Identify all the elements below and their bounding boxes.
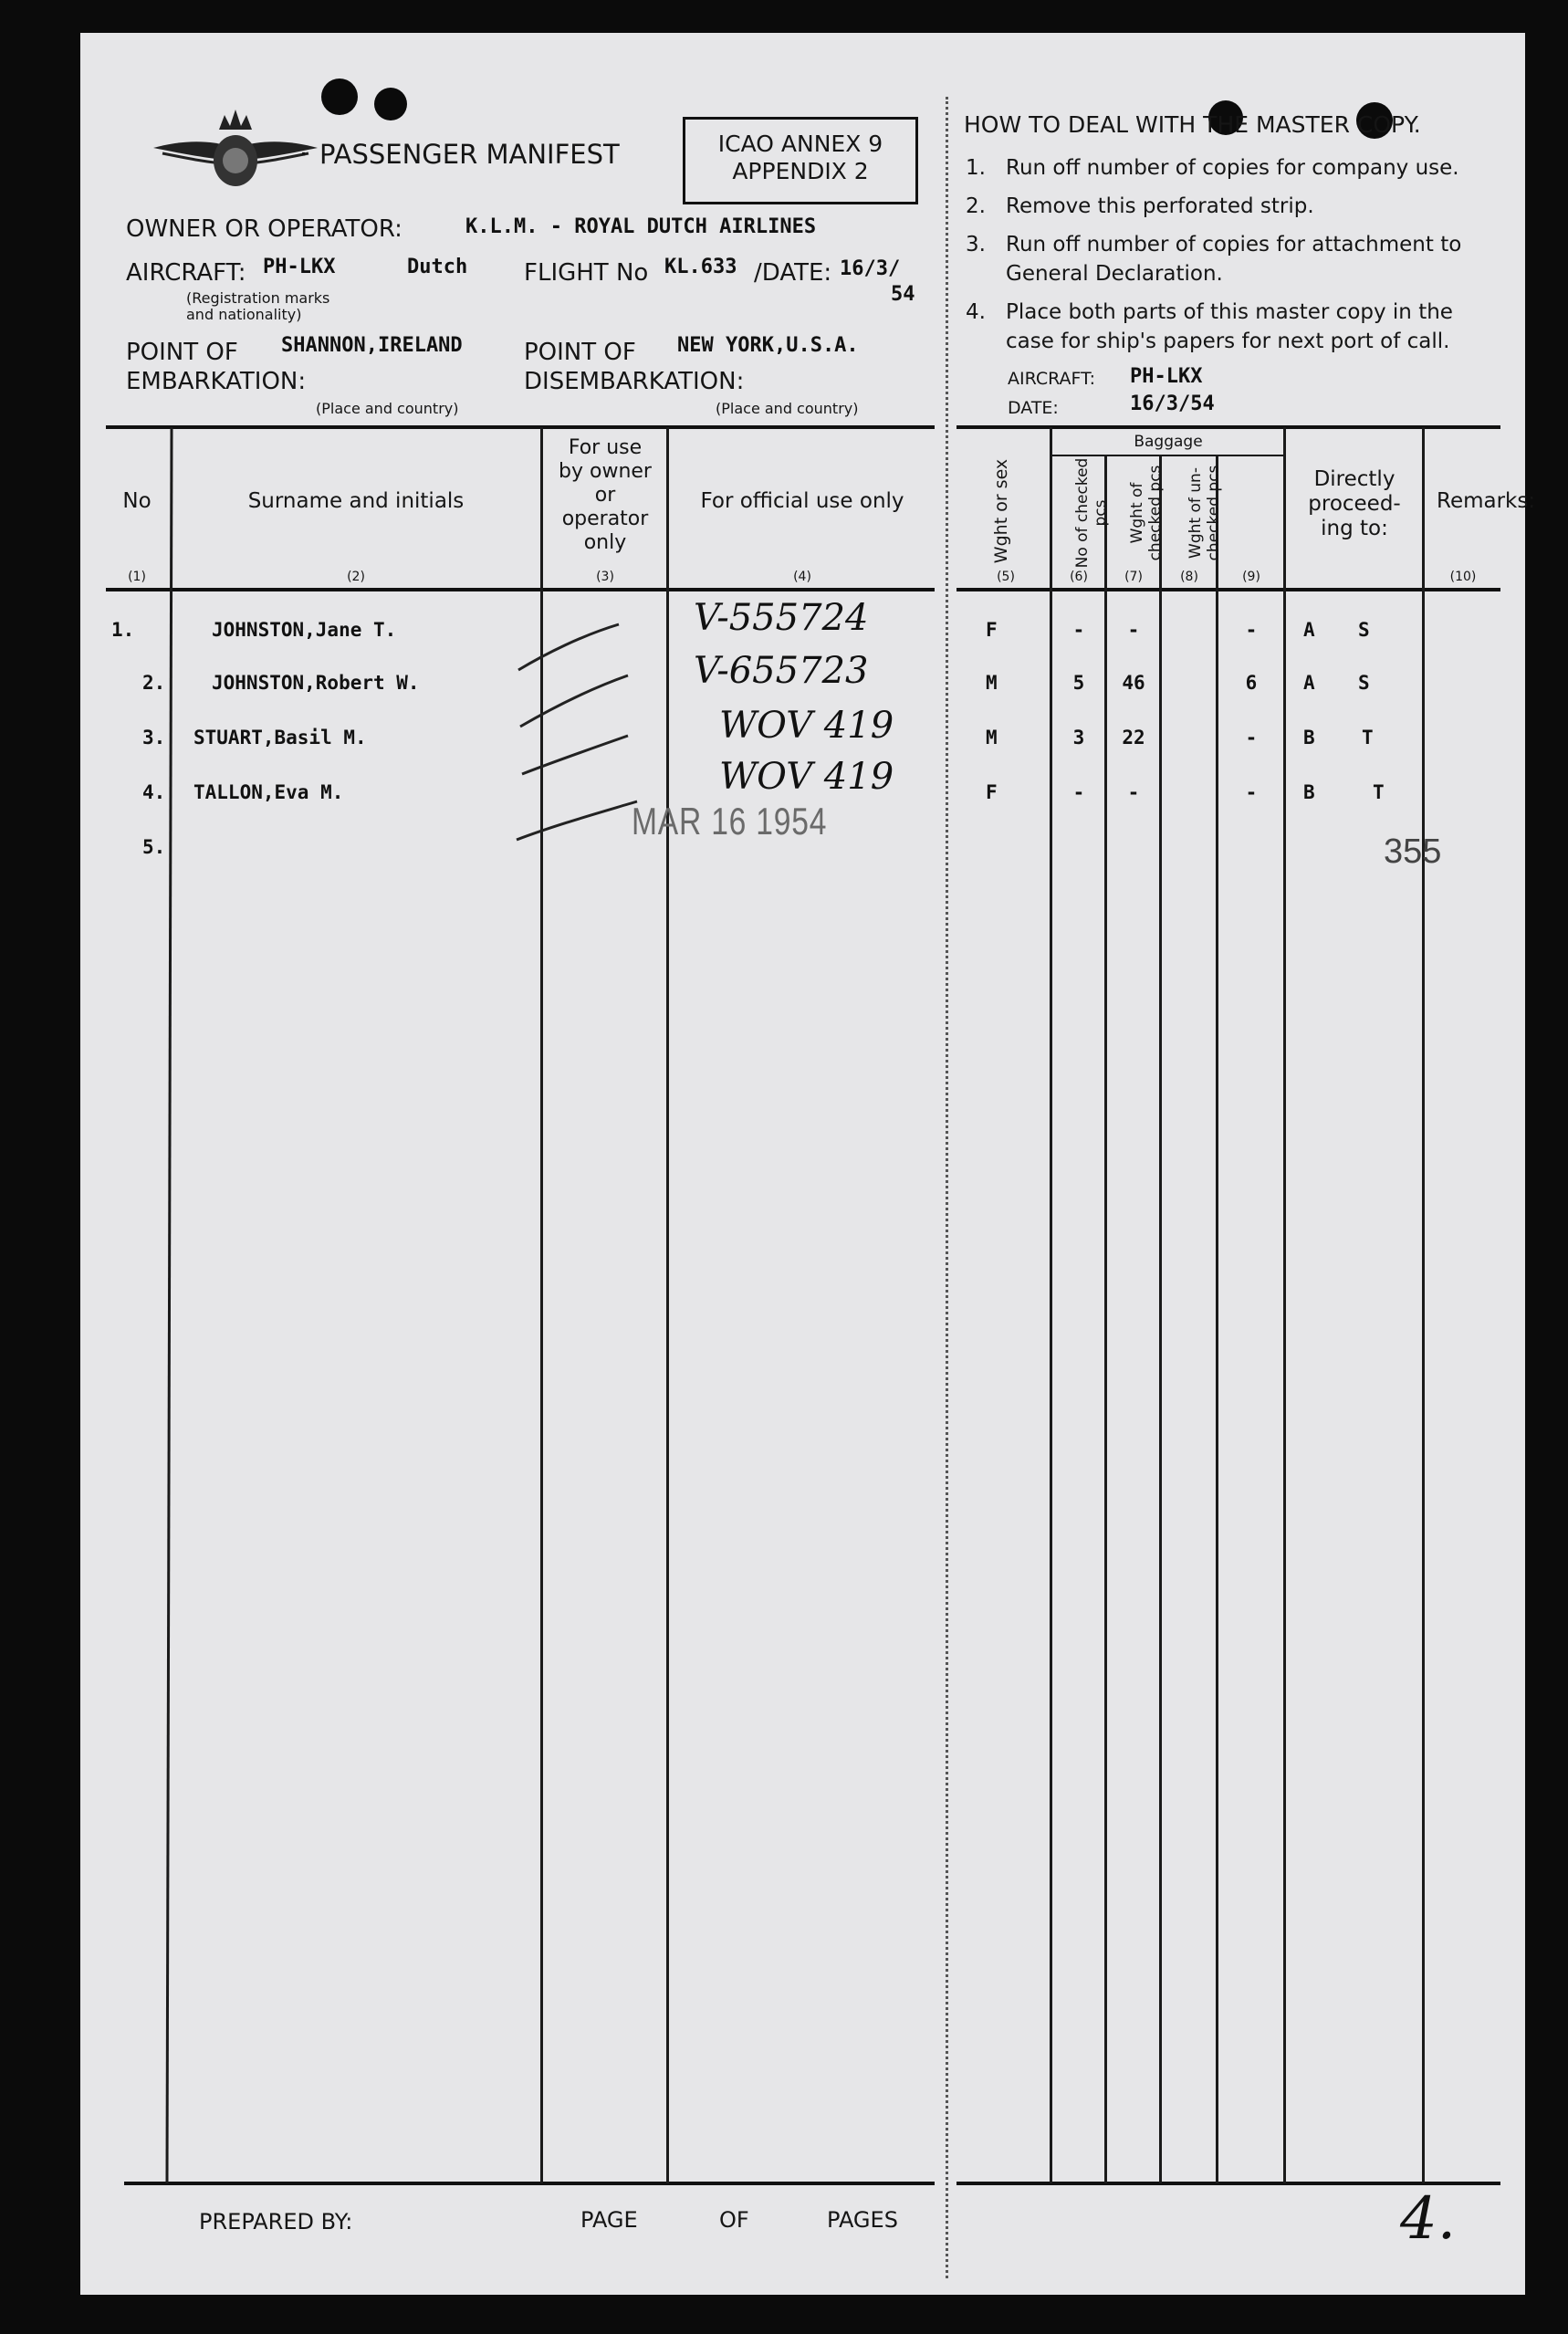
- row-dest: B: [1303, 781, 1315, 803]
- row-unchk: -: [1245, 619, 1258, 641]
- footer-rule: [124, 2182, 935, 2185]
- header-directly-line: proceed-: [1308, 492, 1401, 516]
- bullet-dot: ·: [299, 139, 308, 170]
- page-label: PAGE: [580, 2207, 638, 2233]
- row-name: JOHNSTON,Jane T.: [212, 619, 397, 641]
- flight-label: FLIGHT No: [524, 259, 649, 287]
- column-rule: [1283, 427, 1286, 2183]
- row-official: V-555724: [694, 597, 869, 639]
- col-number: (5): [997, 570, 1015, 584]
- header-official: For official use only: [700, 489, 904, 513]
- header-rule: [956, 588, 1500, 591]
- row-pcs: 3: [1072, 727, 1085, 748]
- instruction-num: 4.: [966, 300, 986, 324]
- instruction-item: [966, 230, 1461, 288]
- instruction-text: General Declaration.: [1006, 262, 1223, 286]
- header-owner-use: [544, 436, 666, 555]
- aircraft-value: PH-LKX: [263, 256, 336, 278]
- row-pcs: -: [1072, 619, 1085, 641]
- instruction-text: Run off number of copies for attachment to: [1006, 233, 1462, 256]
- instruction-text: Run off number of copies for company use.: [1006, 156, 1459, 180]
- row-dest: B: [1303, 727, 1315, 748]
- row-no: 5.: [142, 836, 166, 858]
- header-owner-use-line: For use: [568, 436, 643, 459]
- column-rule: [1159, 455, 1162, 2183]
- punch-hole: [374, 88, 407, 120]
- instruction-num: 2.: [966, 194, 986, 218]
- instruction-num: 3.: [966, 233, 986, 256]
- row-sex: F: [986, 781, 998, 803]
- row-official: WOV 419: [719, 705, 894, 747]
- embark-label: [126, 338, 306, 396]
- place-country-note: (Place and country): [716, 400, 859, 417]
- header-owner-use-line: by owner: [559, 460, 652, 483]
- row-name: TALLON,Eva M.: [193, 781, 344, 803]
- form-title: PASSENGER MANIFEST: [319, 139, 620, 170]
- column-rule: [1050, 427, 1052, 2183]
- embark-label-line: EMBARKATION:: [126, 368, 307, 395]
- stamp-number: 355: [1384, 832, 1442, 871]
- row-official: WOV 419: [719, 756, 894, 798]
- strip-date-label: DATE:: [1008, 398, 1059, 418]
- row-no: 3.: [142, 727, 166, 748]
- row-wght: -: [1127, 619, 1140, 641]
- perforation-line: [946, 97, 948, 2278]
- col-number: (6): [1070, 570, 1088, 584]
- aircraft-note-line: and nationality): [186, 306, 302, 323]
- pages-label: PAGES: [827, 2207, 898, 2233]
- row-unchk: 6: [1245, 672, 1258, 694]
- strip-date-value: 16/3/54: [1130, 392, 1215, 415]
- instruction-item: [966, 192, 1461, 221]
- row-name: JOHNSTON,Robert W.: [212, 672, 420, 694]
- prepared-by-label: PREPARED BY:: [199, 2209, 353, 2235]
- col-number: (2): [347, 570, 365, 584]
- page-number: 4.: [1400, 2185, 1457, 2253]
- embark-label-line: POINT OF: [126, 339, 238, 366]
- row-no: 1.: [111, 619, 135, 641]
- owner-label: OWNER OR OPERATOR:: [126, 215, 402, 243]
- disembark-label-line: POINT OF: [524, 339, 636, 366]
- row-no: 4.: [142, 781, 166, 803]
- col-number: (3): [596, 570, 614, 584]
- header-owner-use-line: or: [594, 484, 616, 507]
- icao-line: ICAO ANNEX 9: [717, 131, 883, 157]
- nationality-value: Dutch: [407, 256, 468, 278]
- date-value: 16/3/: [840, 257, 901, 280]
- row-unchk: -: [1245, 727, 1258, 748]
- row-remark: S: [1358, 619, 1370, 641]
- row-name: STUART,Basil M.: [193, 727, 367, 748]
- instruction-item: [966, 153, 1461, 183]
- header-directly-line: ing to:: [1321, 517, 1388, 540]
- disembark-label-line: DISEMBARKATION:: [524, 368, 745, 395]
- manifest-sheet: [80, 33, 1536, 2295]
- row-wght: 22: [1122, 727, 1145, 748]
- row-pcs: -: [1072, 781, 1085, 803]
- row-dest: A: [1303, 619, 1315, 641]
- column-rule: [1216, 455, 1218, 2183]
- col-number: (4): [793, 570, 811, 584]
- row-sex: F: [986, 619, 998, 641]
- date-value-year: 54: [891, 283, 915, 306]
- header-no: No: [122, 489, 152, 513]
- flight-value: KL.633: [664, 256, 737, 278]
- row-wght: -: [1127, 781, 1140, 803]
- strip-aircraft-value: PH-LKX: [1130, 365, 1203, 388]
- table-top-rule: [956, 425, 1500, 429]
- column-rule: [1104, 455, 1107, 2183]
- row-wght: 46: [1122, 672, 1145, 694]
- table-top-rule: [106, 425, 935, 429]
- column-rule: [1422, 427, 1425, 2183]
- instructions-heading: HOW TO DEAL WITH THE MASTER COPY.: [964, 111, 1421, 138]
- col-number: (9): [1242, 570, 1260, 584]
- row-pcs: 5: [1072, 672, 1085, 694]
- icao-annex-box: [683, 117, 918, 204]
- row-remark: T: [1373, 781, 1385, 803]
- instruction-list: [966, 153, 1461, 356]
- instruction-num: 1.: [966, 156, 986, 180]
- header-directly-line: Directly: [1313, 467, 1396, 491]
- of-label: OF: [719, 2207, 749, 2233]
- aircraft-note-line: (Registration marks: [186, 289, 330, 307]
- strip-aircraft-label: AIRCRAFT:: [1008, 369, 1096, 389]
- header-rule: [106, 588, 935, 591]
- row-dest: A: [1303, 672, 1315, 694]
- disembark-value: NEW YORK,U.S.A.: [677, 334, 859, 357]
- header-wght-checked: Wght of checked pcs: [1128, 465, 1165, 561]
- header-surname: Surname and initials: [247, 489, 465, 513]
- row-sex: M: [986, 672, 998, 694]
- embark-value: SHANNON,IRELAND: [281, 334, 463, 357]
- header-owner-use-line: only: [583, 531, 627, 554]
- header-directly: [1287, 467, 1422, 541]
- row-remark: S: [1358, 672, 1370, 694]
- row-no: 2.: [142, 672, 166, 694]
- icao-line: APPENDIX 2: [732, 158, 869, 184]
- col-number: (1): [128, 570, 146, 584]
- punch-hole: [321, 78, 358, 115]
- header-baggage: Baggage: [1134, 433, 1203, 451]
- aircraft-label: AIRCRAFT:: [126, 259, 246, 287]
- instruction-text: Remove this perforated strip.: [1006, 194, 1314, 218]
- col-number: (8): [1180, 570, 1198, 584]
- row-remark: T: [1362, 727, 1374, 748]
- header-checked-pcs: No of checked pcs: [1073, 457, 1110, 569]
- instruction-text: Place both parts of this master copy in the: [1006, 300, 1453, 324]
- instruction-text: case for ship's papers for next port of call.: [1006, 330, 1450, 353]
- owner-value: K.L.M. - ROYAL DUTCH AIRLINES: [465, 215, 817, 238]
- date-label: /DATE:: [754, 259, 832, 287]
- place-country-note: (Place and country): [316, 400, 459, 417]
- date-stamp: MAR 16 1954: [632, 800, 828, 843]
- col-number: (10): [1449, 570, 1477, 584]
- column-rule: [165, 427, 172, 2183]
- row-unchk: -: [1245, 781, 1258, 803]
- header-wght-sex: Wght or sex: [991, 458, 1011, 564]
- row-sex: M: [986, 727, 998, 748]
- header-owner-use-line: operator: [561, 508, 649, 530]
- header-wght-unchecked: Wght of un-checked pcs: [1186, 465, 1223, 561]
- header-remarks: Remarks:: [1437, 489, 1536, 513]
- aircraft-note: [186, 290, 329, 323]
- instruction-item: [966, 298, 1461, 356]
- col-number: (7): [1124, 570, 1143, 584]
- row-official: V-655723: [694, 650, 869, 692]
